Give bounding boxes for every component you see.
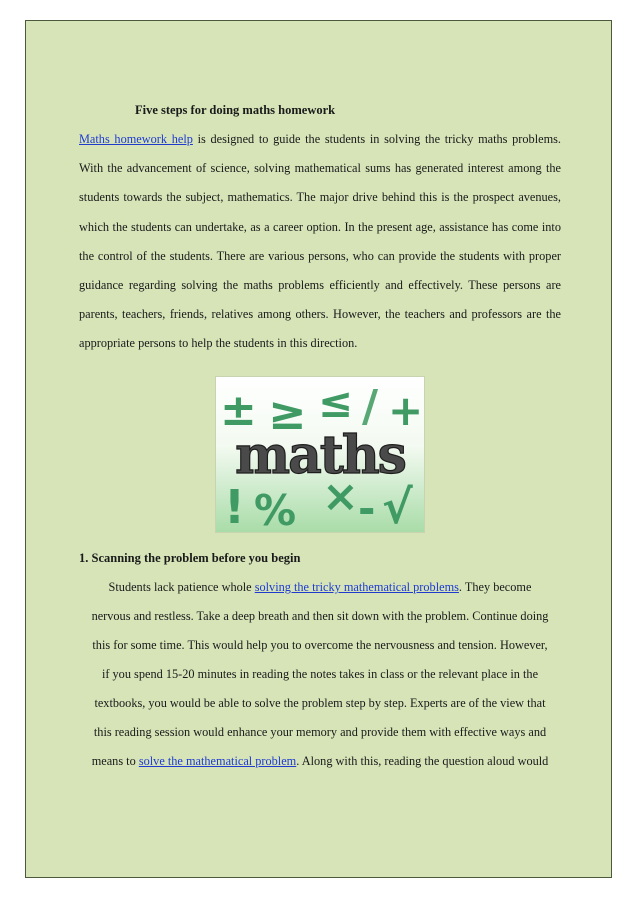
intro-text: is designed to guide the students in solving the tricky maths problems. With the advancement of science, solving mathematical sums has generated interest among the students towards the subject, mathematics. The major drive behind this is the prospect avenues, which the students can undertake, as a career option. In the present age, assistance has come into the control of the students. There are various persons, who can provide the students with proper guidance regarding solving the maths problems efficiently and effectively. These persons are parents, teachers, friends, relatives among others. However, the teachers and professors are the appropriate persons to help the students in this direction. xyxy=(79,132,561,351)
slash-symbol: / xyxy=(362,381,379,432)
solving-tricky-problems-link[interactable]: solving the tricky mathematical problems xyxy=(254,580,459,594)
paragraph-line: textbooks, you would be able to solve the problem step by step. Experts are of the view that xyxy=(94,696,546,710)
paragraph-line xyxy=(79,747,561,776)
times-symbol: × xyxy=(322,471,359,522)
paragraph-line xyxy=(79,573,561,602)
paragraph-line: if you spend 15-20 minutes in reading the notes takes in class or the relevant place in the xyxy=(101,667,539,681)
exclamation-symbol: ! xyxy=(224,480,245,532)
line-text: means to xyxy=(91,754,139,768)
plus-minus-symbol: ± xyxy=(220,385,257,436)
greater-equal-symbol: ≥ xyxy=(268,386,307,440)
percent-symbol: % xyxy=(254,486,297,532)
paragraph-line: this for some time. This would help you to overcome the nervousness and tension. However, xyxy=(92,638,548,652)
paragraph-line: nervous and restless. Take a deep breath and then sit down with the problem. Continue doing xyxy=(91,609,549,623)
solve-math-problem-link[interactable]: solve the mathematical problem xyxy=(138,754,297,768)
section-paragraph xyxy=(79,573,561,776)
document-page xyxy=(25,20,612,878)
maths-illustration xyxy=(215,376,425,533)
plus-symbol: + xyxy=(388,386,424,435)
intro-paragraph xyxy=(79,125,561,359)
document-title: Five steps for doing maths homework xyxy=(135,103,336,117)
section-heading: 1. Scanning the problem before you begin xyxy=(79,551,301,565)
minus-symbol: - xyxy=(358,484,376,532)
maths-illustration-graphic xyxy=(216,377,424,532)
line-text: Students lack patience whole xyxy=(108,580,255,594)
line-text: . They become xyxy=(458,580,532,594)
line-text: . Along with this, reading the question aloud would xyxy=(296,754,549,768)
maths-word: maths xyxy=(235,425,405,486)
paragraph-line: this reading session would enhance your memory and provide them with effective ways and xyxy=(93,725,547,739)
less-equal-symbol: ≤ xyxy=(318,378,354,427)
root-symbol: √ xyxy=(382,480,413,532)
maths-homework-help-link[interactable]: Maths homework help xyxy=(79,132,193,146)
